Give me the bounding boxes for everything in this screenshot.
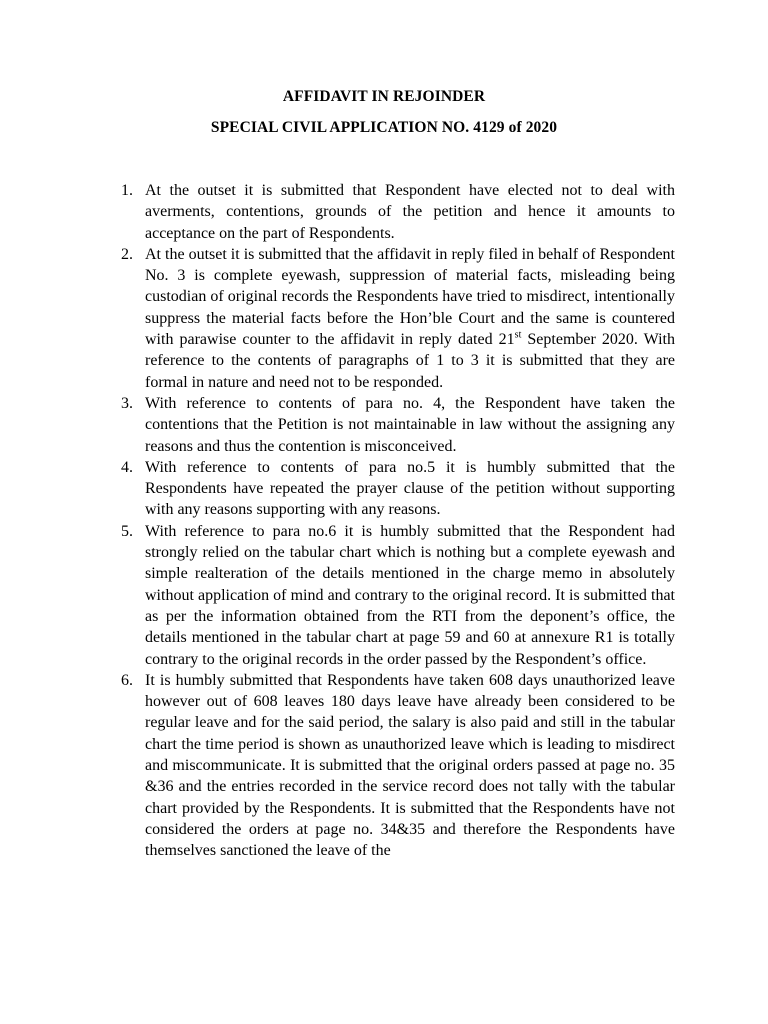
document-subtitle: SPECIAL CIVIL APPLICATION NO. 4129 of 2020 (210, 119, 558, 136)
item-number: 3. (121, 394, 133, 412)
ordinal-superscript: st (514, 329, 522, 341)
item-number: 4. (121, 458, 133, 476)
list-item-4 (0, 457, 768, 521)
item-text: It is humbly submitted that Respondents have taken 608 days unauthorized leave however out of 608 leaves 180 days leave have already been considered to be regular leave and for the said period, the salary is also paid and still in the tabular chart the time period is shown as unauthorized leave which is leading to misdirect and miscommunicate. It is submitted that the original orders passed at page no. 35 &36 and the entries recorded in the service record does not tally with the tabular chart provided by the Respondents. It is submitted that the Respondents have not considered the orders at page no. 34&35 and therefore the Respondents have themselves sanctioned the leave of the (145, 671, 675, 860)
item-text: At the outset it is submitted that Respondent have elected not to deal with averments, contentions, grounds of the petition and hence it amounts to acceptance on the part of Respondents. (145, 182, 675, 242)
item-number: 5. (121, 522, 133, 540)
list-item-6 (0, 670, 768, 862)
document-title: AFFIDAVIT IN REJOINDER (282, 88, 486, 105)
paragraph-list (0, 180, 768, 862)
item-number: 2. (121, 245, 133, 263)
item-text (145, 246, 675, 391)
list-item-5 (0, 521, 768, 670)
list-item-3 (0, 393, 768, 457)
list-item-2 (0, 244, 768, 393)
item-text: With reference to contents of para no. 4, the Respondent have taken the contentions that the Petition is not maintainable in law without the assigning any reasons and thus the contention is misconceived. (145, 394, 675, 455)
item-number: 6. (121, 671, 133, 689)
item-text: With reference to para no.6 it is humbly submitted that the Respondent had strongly relied on the tabular chart which is nothing but a complete eyewash and simple realteration of the details mentioned in the charge memo in absolutely without application of mind and contrary to the original record. It is submitted that as per the information obtained from the RTI from the deponent’s office, the details mentioned in the tabular chart at page 59 and 60 at annexure R1 is totally contrary to the original records in the order passed by the Respondent’s office. (145, 522, 675, 668)
item-number: 1. (121, 182, 133, 199)
item-text: With reference to contents of para no.5 it is humbly submitted that the Respondents have repeated the prayer clause of the petition without supporting with any reasons supporting with any reasons. (145, 458, 675, 519)
list-item-1 (0, 180, 768, 244)
item-text-part-b: September 2020. With reference to the contents of paragraphs of 1 to 3 it is submitted that they are formal in nature and need not to be responded. (145, 331, 676, 391)
item-text-part-a: At the outset it is submitted that the affidavit in reply filed in behalf of Respondent No. 3 is complete eyewash, suppression of material facts, misleading being custodian of original records the Respondents have tried to misdirect, intentionally suppress the material facts before the Hon’ble Court and the same is countered with parawise counter to the affidavit in reply dated 21 (145, 245, 675, 349)
